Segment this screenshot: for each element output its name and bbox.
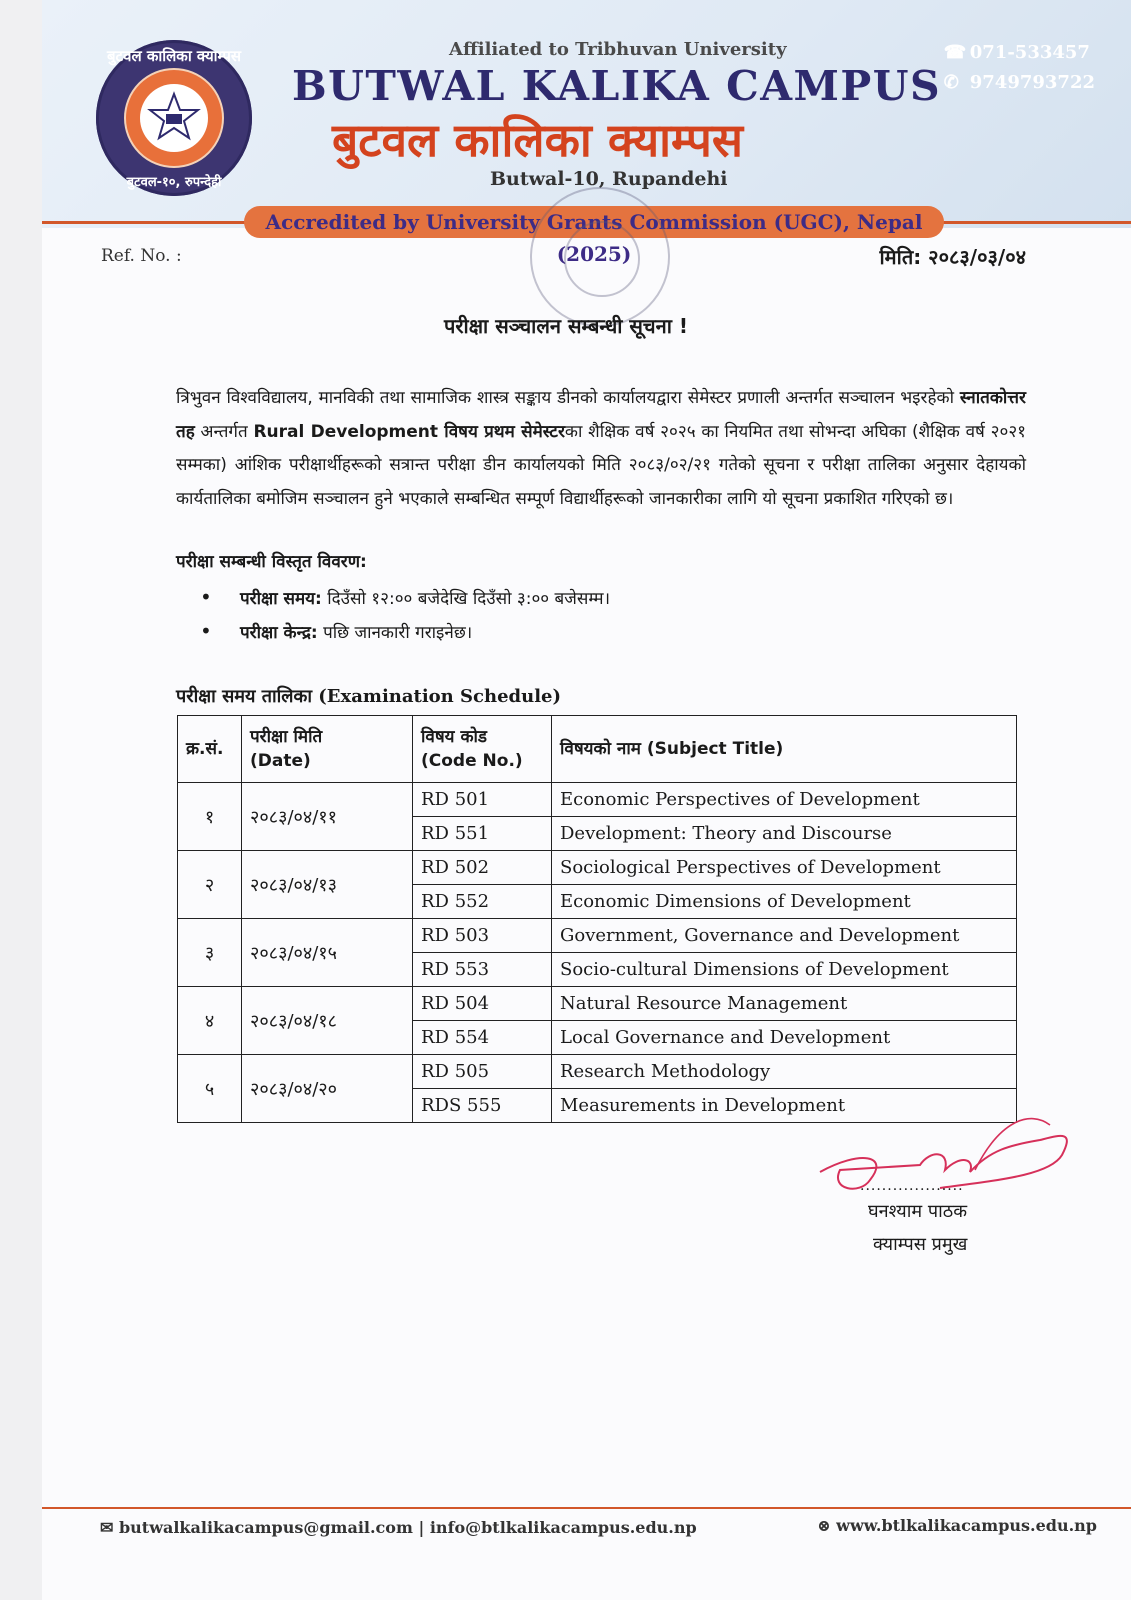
- header-code-en: (Code No.): [421, 751, 523, 771]
- detail-list: [200, 580, 610, 648]
- signatory-position: क्याम्पस प्रमुख: [873, 1234, 968, 1255]
- row-subject: Development: Theory and Discourse: [552, 817, 1017, 851]
- handwritten-signature: [800, 1110, 1080, 1210]
- campus-address: Butwal-10, Rupandehi: [490, 168, 728, 190]
- campus-stamp: [530, 187, 670, 327]
- footer-emails: ✉ butwalkalikacampus@gmail.com | info@btlkalikacampus.edu.np: [100, 1518, 697, 1537]
- row-code: RDS 555: [413, 1089, 552, 1123]
- mobile-icon: ✆: [943, 72, 959, 93]
- detail-heading: परीक्षा सम्बन्धी विस्तृत विवरण:: [176, 552, 367, 572]
- notice-date: मिति: २०८३/०३/०४: [879, 245, 1026, 269]
- accreditation-banner: Accredited by University Grants Commission (UGC), Nepal (2025): [244, 206, 944, 238]
- page-edge: [0, 0, 42, 1600]
- logo-ring: [124, 68, 224, 168]
- table-header-row: [178, 716, 1017, 783]
- table-row: [178, 987, 1017, 1021]
- footer-website: ⊗ www.btlkalikacampus.edu.np: [817, 1516, 1097, 1535]
- notice-title-text: परीक्षा सञ्चालन सम्बन्धी सूचना !: [444, 314, 688, 338]
- logo-ring-text-bottom: बुटवल-१०, रुपन्देही: [126, 175, 222, 190]
- table-row: [178, 783, 1017, 817]
- row-sn: २: [178, 851, 242, 919]
- row-date: २०८३/०४/१८: [242, 987, 413, 1055]
- row-date: २०८३/०४/१३: [242, 851, 413, 919]
- paragraph-bold-subject: Rural Development विषय प्रथम सेमेस्टर: [253, 421, 565, 442]
- campus-name-nepali: बुटवल कालिका क्याम्पस: [332, 113, 743, 167]
- paragraph-part-2: अन्तर्गत: [194, 421, 254, 442]
- notice-paragraph: [176, 382, 1026, 516]
- header-subject: विषयको नाम (Subject Title): [552, 716, 1017, 783]
- phone-line-1: [944, 38, 1095, 68]
- row-sn: ३: [178, 919, 242, 987]
- paragraph-bold-level: स्नातकोत्तर तह: [176, 388, 1026, 442]
- detail-text: दिउँसो १२:०० बजेदेखि दिउँसो ३:०० बजेसम्म।: [321, 589, 611, 609]
- header-date-np: परीक्षा मिति: [250, 727, 323, 747]
- row-subject: Socio-cultural Dimensions of Development: [552, 953, 1017, 987]
- row-code: RD 505: [413, 1055, 552, 1089]
- header-date: [242, 716, 413, 783]
- paragraph-part-3: का शैक्षिक वर्ष २०२५ का नियमित तथा सोभन्दा अघिका (शैक्षिक वर्ष २०२१ सम्मका) आंशिक परीक्षार्थीहरूको सत्रान्त परीक्षा डीन कार्यालयको मिति २०८३/०२/२१ गतेको सूचना र परीक्षा तालिका अनुसार देहायको कार्यतालिका बमोजिम सञ्चालन हुने भएकाले सम्बन्धित सम्पूर्ण विद्यार्थीहरूको जानकारीका लागि यो सूचना प्रकाशित गरिएको छ।: [176, 421, 1026, 509]
- detail-text: पछि जानकारी गराइनेछ।: [317, 623, 473, 643]
- row-code: RD 553: [413, 953, 552, 987]
- row-subject: Natural Resource Management: [552, 987, 1017, 1021]
- phone-2: 9749793722: [969, 72, 1095, 93]
- row-date: २०८३/०४/१५: [242, 919, 413, 987]
- row-subject: Sociological Perspectives of Development: [552, 851, 1017, 885]
- logo-emblem: [140, 84, 208, 152]
- row-code: RD 551: [413, 817, 552, 851]
- detail-label: परीक्षा केन्द्र:: [240, 623, 318, 643]
- row-sn: १: [178, 783, 242, 851]
- signature-dots: ...................: [860, 1178, 964, 1194]
- row-code: RD 501: [413, 783, 552, 817]
- phone-numbers: [944, 38, 1095, 98]
- table-row: [178, 851, 1017, 885]
- reference-number: Ref. No. :: [101, 246, 182, 266]
- star-book-icon: [146, 90, 202, 146]
- campus-name-english: BUTWAL KALIKA CAMPUS: [292, 62, 942, 110]
- row-sn: ५: [178, 1055, 242, 1123]
- phone-line-2: [944, 68, 1095, 98]
- exam-schedule-table: [177, 715, 1017, 1123]
- header-date-en: (Date): [250, 751, 311, 771]
- row-code: RD 552: [413, 885, 552, 919]
- table-row: [178, 1055, 1017, 1089]
- phone-1: 071-533457: [969, 42, 1090, 63]
- row-subject: Research Methodology: [552, 1055, 1017, 1089]
- row-code: RD 503: [413, 919, 552, 953]
- row-subject: Economic Dimensions of Development: [552, 885, 1017, 919]
- detail-item-time: [200, 580, 610, 614]
- stamp-inner-ring: [564, 221, 640, 297]
- schedule-title: परीक्षा समय तालिका (Examination Schedule): [176, 686, 562, 707]
- row-code: RD 554: [413, 1021, 552, 1055]
- footer-rule: [42, 1507, 1131, 1509]
- row-subject: Local Governance and Development: [552, 1021, 1017, 1055]
- paragraph-part-1: त्रिभुवन विश्वविद्यालय, मानविकी तथा सामाजिक शास्त्र सङ्काय डीनको कार्यालयद्वारा सेमेस्टर प्रणाली अन्तर्गत सञ्चालन भइरहेको: [176, 388, 960, 408]
- telephone-icon: ☎: [943, 42, 967, 63]
- detail-item-center: [200, 614, 610, 648]
- row-code: RD 502: [413, 851, 552, 885]
- row-code: RD 504: [413, 987, 552, 1021]
- row-subject: Government, Governance and Development: [552, 919, 1017, 953]
- row-date: २०८३/०४/२०: [242, 1055, 413, 1123]
- row-sn: ४: [178, 987, 242, 1055]
- table-row: [178, 919, 1017, 953]
- header-code: [413, 716, 552, 783]
- row-date: २०८३/०४/११: [242, 783, 413, 851]
- header-sn: क्र.सं.: [178, 716, 242, 783]
- signatory-name: घनश्याम पाठक: [868, 1201, 968, 1222]
- affiliation: Affiliated to Tribhuvan University: [449, 39, 787, 60]
- row-subject: Measurements in Development: [552, 1089, 1017, 1123]
- logo-ring-text-top: बुटवल कालिका क्याम्पस: [106, 47, 241, 65]
- detail-label: परीक्षा समय:: [240, 589, 322, 609]
- campus-logo: [96, 40, 252, 196]
- header-code-np: विषय कोड: [421, 727, 488, 747]
- notice-title: [0, 312, 1131, 339]
- row-subject: Economic Perspectives of Development: [552, 783, 1017, 817]
